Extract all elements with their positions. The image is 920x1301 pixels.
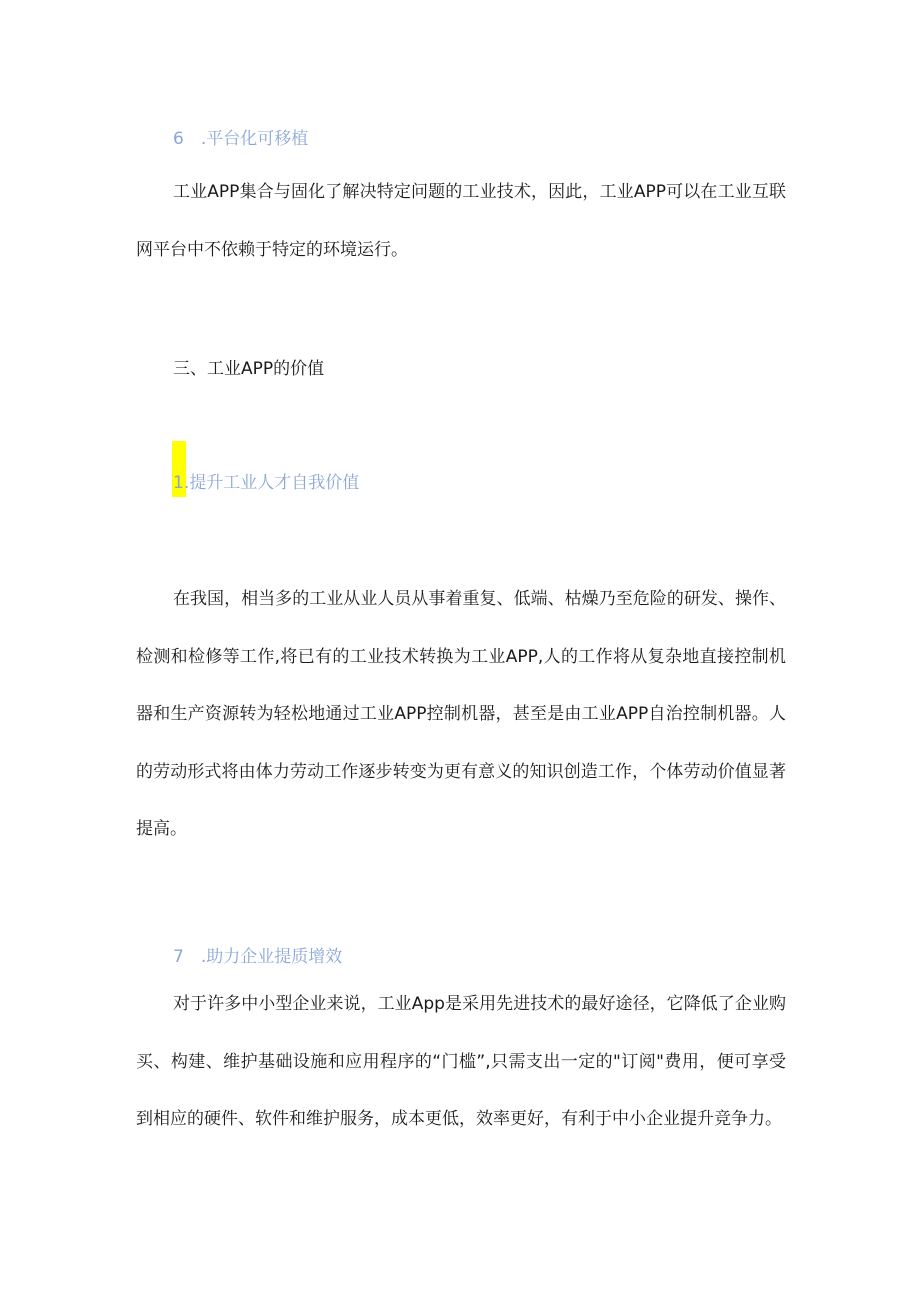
section-6-paragraph: 工业APP集合与固化了解决特定问题的工业技术，因此，工业APP可以在工业互联网平台中不依赖于特定的环境运行。 xyxy=(136,182,786,260)
value-7-paragraph: 对于许多中小型企业来说，工业App是采用先进技术的最好途径，它降低了企业购买、构建、维护基础设施和应用程序的“门槛”,只需支出一定的"订阅"费用，便可享受到相应的硬件、软件和维护服务，成本更低，效率更好，有利于中小企业提升竞争力。 xyxy=(136,994,786,1129)
section-three-heading: 三、工业APP的价值 xyxy=(173,359,325,379)
section-6-heading: 6 .平台化可移植 xyxy=(173,129,309,149)
value-1-paragraph: 在我国，相当多的工业从业人员从事着重复、低端、枯燥乃至危险的研发、操作、检测和检修等工作,将已有的工业技术转换为工业APP,人的工作将从复杂地直接控制机器和生产资源转为轻松地通过工业APP控制机器，甚至是由工业APP自治控制机器。人的劳动形式将由体力劳动工作逐步转变为更有意义的知识创造工作，个体劳动价值显著提高。 xyxy=(136,589,786,839)
value-7-heading: 7 .助力企业提质增效 xyxy=(173,947,343,967)
value-1-heading: 1.提升工业人才自我价值 xyxy=(173,473,360,493)
